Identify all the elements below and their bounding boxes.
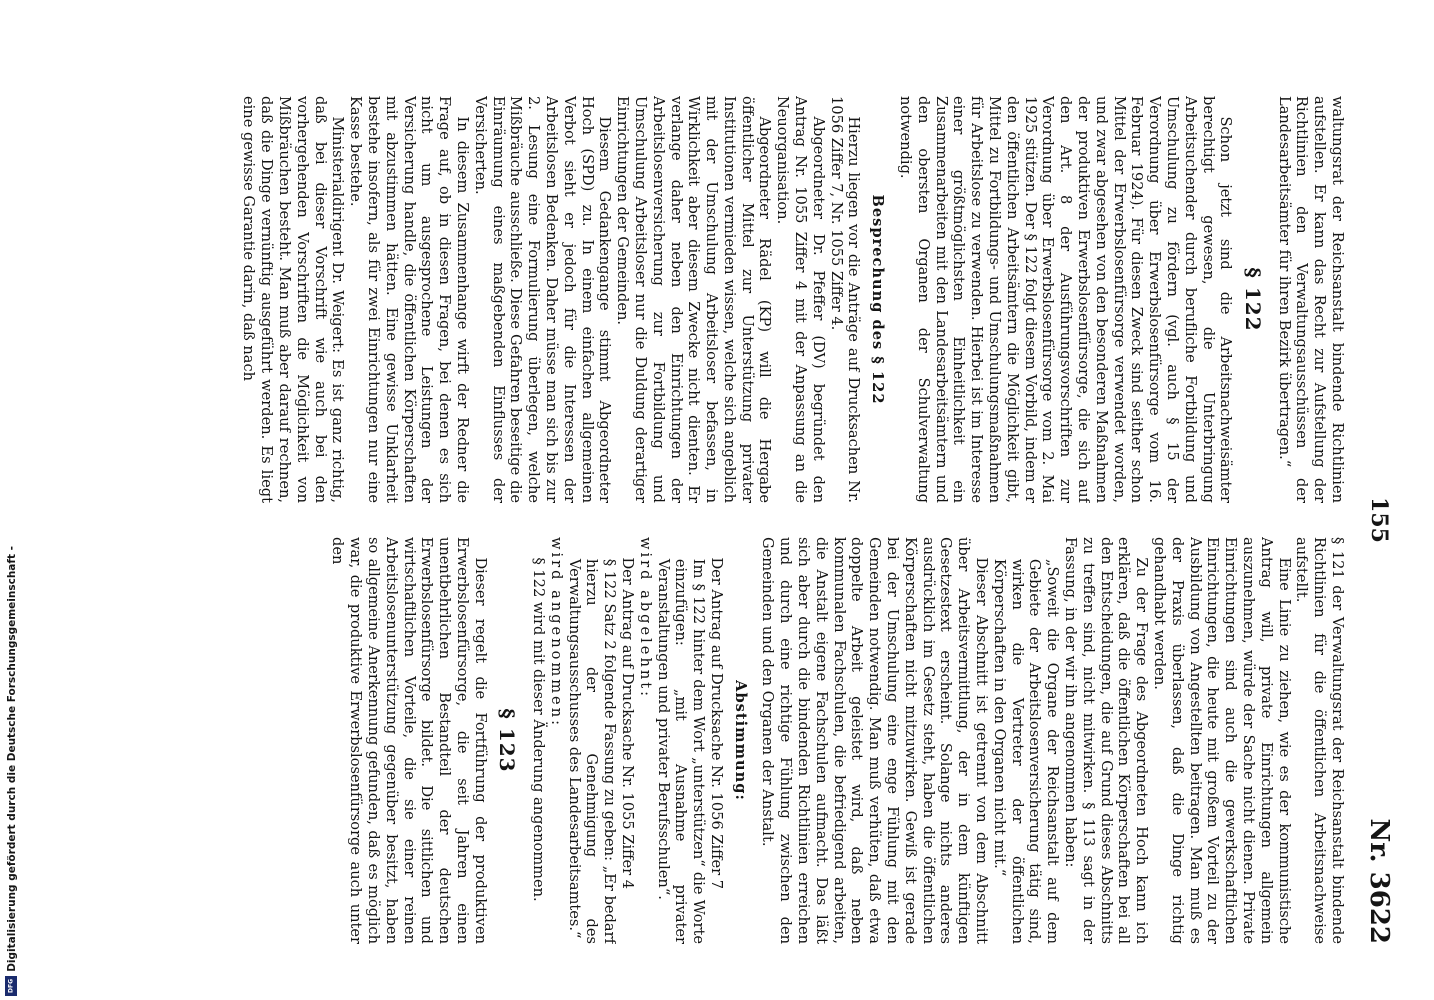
paragraph: Diesem Gedankengange stimmt Abgeordneter Hoch (SPD) zu. In einem einfachen allgemeinen Verbot sieht er jedoch für die Interessen der Arbeitslosen Bedenken. Daher müsse man sich bis zur 2. Lesung eine Formulierung überlegen, welche Mißbräuche ausschließe. Diese Gefahren beseitige die Einräumung eines maßgebenden Einflusses der Versicherten. <box>471 96 614 503</box>
paragraph: Eine Linie zu ziehen, wie es der kommunistische Antrag will, private Einrichtungen allgemein auszunehmen, würde der Sache nicht dienen. Private Einrichtungen sind auch die gewerkschaftlichen Einrichtungen, die heute mit großem Vorteil zu der Ausbildung von Angestellten beitragen. Man muß es der Praxis überlassen, daß die Dinge richtig gehandhabt werden. <box>1151 537 1293 944</box>
digitization-footer <box>2 0 22 1000</box>
paragraph: Ministerialdirigent Dr. Weigert: Es ist ganz richtig, daß bei dieser Vorschrift wie auch bei den vorhergehenden Vorschriften die Möglichkeit von Mißbräuchen besteht. Man muß aber darauf rechnen, daß die Dinge vernünftig ausgeführt werden. Es liegt eine gewisse Garantie darin, daß nach <box>240 96 347 503</box>
paragraph: § 121 der Verwaltungsrat der Reichsanstalt bindende Richtlinien für die öffentlichen Arbeitsnachweise aufstellt. <box>1293 537 1346 944</box>
right-column <box>6 537 1346 944</box>
paragraph: Dieser regelt die Fortführung der produktiven Erwerbslosenfürsorge, die seit Jahren einen unentbehrlichen Bestandteil der deutschen Erwerbslosenfürsorge bildet. Die sittlichen und wirtschaftlichen Vorteile, die sie einer reinen Arbeitslosenunterstützung gegenüber besitzt, haben so allgemeine Anerkennung gefunden, daß es möglich war, die produktive Erwerbslosenfürsorge auch unter den <box>329 537 489 944</box>
paragraph: Hierzu liegen vor die Anträge auf Drucksachen Nr. 1056 Ziffer 7, Nr. 1055 Ziffer 4. <box>827 96 863 503</box>
subheading-abstimmung: Abstimmung: <box>731 680 749 801</box>
quotation: § 122 Satz 2 folgende Fassung zu geben: „Er bedarf hierzu der Genehmigung des Verwaltungsausschusses des Landesarbeitsamtes.“ <box>565 558 619 944</box>
paragraph: Dieser Abschnitt ist getrennt von dem Abschnitt über Arbeitsvermittlung, der in dem künftigen Gesetzestext erscheint. Solange nichts anderes ausdrücklich im Gesetz steht, haben die öffentlichen Körperschaften nicht mitzuwirken. Gewiß ist gerade bei der Umschulung eine enge Fühlung mit den Gemeinden notwendig. Man muß verhüten, daß etwa doppelte Arbeit geleistet wird, daß neben kommunalen Fachschulen, die befriedigend arbeiten, die Anstalt eigene Fachschulen aufmacht. Das läßt sich aber durch die bindenden Richtlinien erreichen und durch eine richtige Fühlung zwischen den Gemeinden und den Organen der Anstalt. <box>759 537 991 944</box>
page-number: 155 <box>1366 497 1392 543</box>
vote-result: wird abgelehnt: <box>636 537 654 700</box>
paragraph: Abgeordneter Dr. Pfeffer (DV) begründet den Antrag Nr. 1055 Ziffer 4 mit der Anpassung an die Neuorganisation. <box>774 96 827 503</box>
quotation: „Soweit die Organe der Reichsanstalt auf dem Gebiete der Arbeitslosenversicherung tätig sind, wirken die Vertreter der öffentlichen Körperschaften in den Organen nicht mit.“ <box>990 558 1062 944</box>
section-heading-122: § 122 <box>1240 267 1265 332</box>
paragraph: waltungsrat der Reichsanstalt bindende Richtlinien aufstellen. Er kann das Recht zur Aufstellung der Richtlinien den Verwaltungsausschüssen der Landesarbeitsämter für ihren Bezirk übertragen.“ <box>1275 96 1346 503</box>
paragraph: Schon jetzt sind die Arbeitsnachweisämter berechtigt gewesen, die Unterbringung Arbeitsuchender durch berufliche Fortbildung und Umschulung zu fördern (vgl. auch § 15 der Verordnung über Erwerbslosenfürsorge vom 16. Februar 1924). Für diesen Zweck sind seither schon Mittel der Erwerbslosenfürsorge verwendet worden, und zwar abgesehen von den besonderen Maßnahmen der produktiven Erwerbslosenfürsorge, die sich auf den Art. 8 der Ausführungsvorschriften zur Verordnung über Erwerbslosenfürsorge vom 2. Mai 1925 stützen. Der § 122 folgt diesem Vorbild, indem er den öffentlichen Arbeitsämtern die Möglichkeit gibt, Mittel zu Fortbildungs- und Umschulungsmaßnahmen für Arbeitslose zu verwenden. Hierbei ist im Interesse einer größtmöglichsten Einheitlichkeit ein Zusammenarbeiten mit den Landesarbeitsämtern und den obersten Organen der Schulverwaltung notwendig. <box>897 96 1235 503</box>
paragraph: Zu der Frage des Abgeordneten Hoch kann ich erklären, daß die öffentlichen Körperschaften bei all den Entscheidungen, die auf Grund dieses Abschnitts zu treffen sind, nicht mitwirken. § 113 sagt in der Fassung, in der wir ihn angenommen haben: <box>1062 537 1151 944</box>
subheading-besprechung: Besprechung des § 122 <box>869 194 887 405</box>
paragraph: Der Antrag auf Drucksache Nr. 1055 Ziffer 4 <box>618 557 636 890</box>
vote-result: wird angenommen: <box>547 537 565 729</box>
paragraph: In diesem Zusammenhange wirft der Redner die Frage auf, ob in diesen Fragen, bei denen es sich nicht um ausgesprochene Leistungen der Versicherung handle, die öffentlichen Körperschaften mit abzustimmen hätten. Eine gewisse Unklarheit bestehe insofern, als für zwei Einrichtungen nur eine Kasse bestehe. <box>347 96 471 503</box>
page-header <box>1354 96 1394 944</box>
quotation: Im § 122 hinter dem Wort „unterstützen“ die Worte einzufügen: „mit Ausnahme privater Veranstaltungen und privater Berufsschulen“. <box>654 558 708 944</box>
left-column <box>6 96 1346 503</box>
paragraph: Abgeordneter Rädel (KP) will die Hergabe öffentlicher Mittel zur Unterstützung privater Institutionen vermieden wissen, welche sich angeblich mit der Umschulung Arbeitsloser befassen, in Wirklichkeit aber diesem Zwecke nicht dienten. Er verlange daher neben den Einrichtungen der Arbeitslosenversicherung zur Fortbildung und Umschulung Arbeitsloser nur die Duldung derartiger Einrichtungen der Gemeinden. <box>614 96 774 503</box>
dfg-logo: DFG <box>5 976 17 996</box>
section-heading-123: § 123 <box>495 708 520 773</box>
footer-text: Digitalisierung gefördert durch die Deutsche Forschungsgemeinschaft - <box>6 546 18 972</box>
paragraph: § 122 wird mit dieser Änderung angenommen. <box>529 557 547 902</box>
paragraph: Der Antrag auf Drucksache Nr. 1056 Ziffer 7 <box>707 557 725 890</box>
document-number: Nr. 3622 <box>1364 818 1394 944</box>
